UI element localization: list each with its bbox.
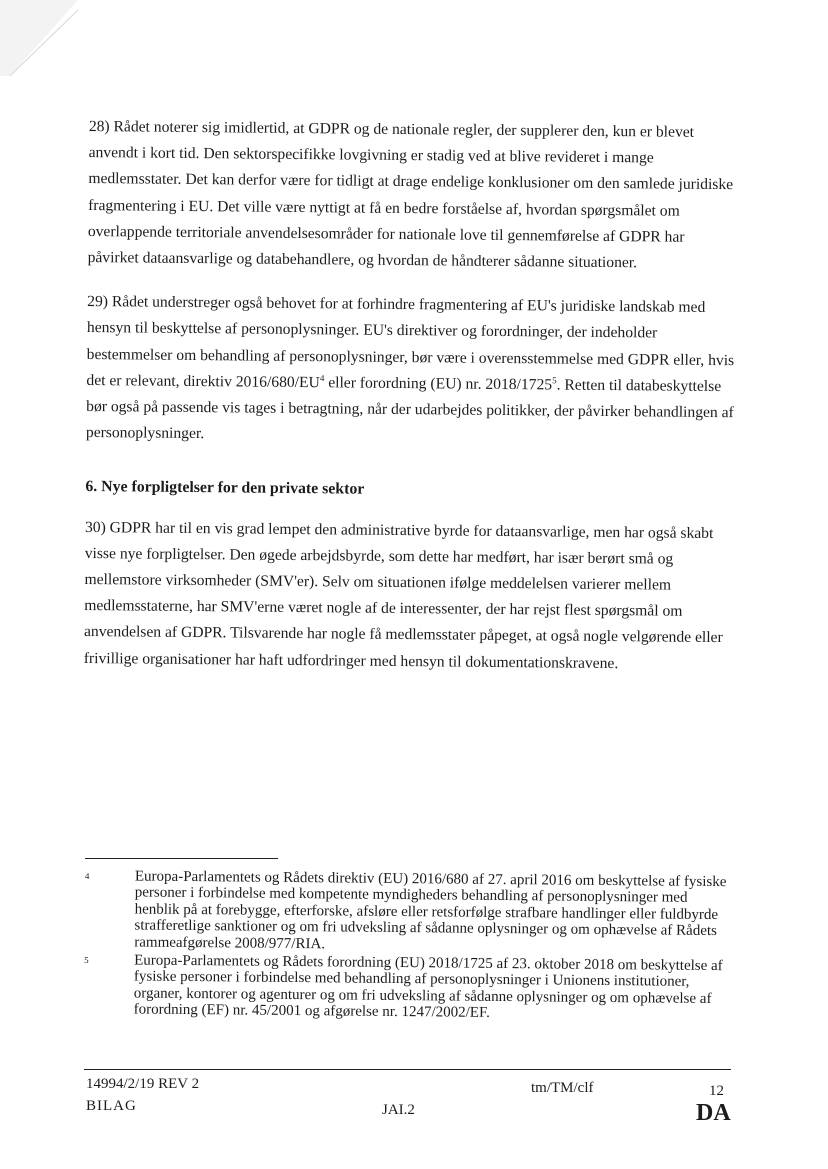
directorate-code: JAI.2 (382, 1102, 415, 1118)
footnote-text: Europa-Parlamentets og Rådets forordning (EU) 2018/1725 af 23. oktober 2018 om beskyttelse af fysiske personer i forbindelse med behandling af personoplysninger i Unionens institutioner, organer, kontorer og agenturer og om fri udveksling af sådanne oplysninger og om ophævelse af forordning (EF) nr. 45/2001 og afgørelse nr. 1247/2002/EF. (133, 952, 723, 1022)
paragraph-28: 28) Rådet noterer sig imidlertid, at GDPR og de nationale regler, der supplerer den, kun er blevet anvendt i kort tid. Den sektorspecifikke lovgivning er stadig ved at blive revideret i mange medlemsstater. Det kan derfor være for tidligt at drage endelige konklusioner om den samlede juridiske fragmentering i EU. Det ville være nyttigt at få en bedre forståelse af, hvordan spørgsmålet om overlappende territoriale anvendelsesområder for nationale love til gennemførelse af GDPR har påvirket dataansvarlige og databehandlere, og hvordan de håndterer sådanne situationer. (87, 117, 734, 272)
section-heading-6: 6. Nye forpligtelser for den private sektor (85, 478, 365, 499)
paragraph-29-text-a: 29) Rådet understreger også behovet for at forhindre fragmentering af EU's juridiske landskab med hensyn til beskyttelse af personoplysninger. EU's direktiver og forordninger, der indeholder bestemmelser om behandling af personoplysninger, bør være i overensstemmelse med GDPR eller, hvis det er relevant, direktiv 2016/680/EU (86, 293, 735, 392)
footnote-5 (84, 952, 735, 1024)
paragraph-29 (86, 289, 737, 452)
footnote-number: 5 (84, 955, 89, 966)
paragraph-29-text-c: . Retten til databeskyttelse bør også på passende vis tages i betragtning, når der udarbejdes politikker, der påvirker behandlingen af personoplysninger. (85, 376, 734, 443)
footnote-separator (85, 858, 278, 859)
paragraph-29-text-b: eller forordning (EU) nr. 2018/1725 (324, 374, 553, 394)
footnotes (84, 868, 735, 1026)
footnote-ref-5: 5 (552, 375, 557, 386)
footnote-number: 4 (84, 870, 90, 882)
footnote-text: Europa-Parlamentets og Rådets direktiv (EU) 2016/680 af 27. april 2016 om beskyttelse af fysiske personer i forbindelse med kompetente myndigheders behandling af personoplysninger med henblik på at forebygge, efterforske, afsløre eller retsforfølge strafbare handlinger eller fuldbyrde strafferetlige sanktioner og om fri udveksling af sådanne oplysninger og om ophævelse af Rådets rammeafgørelse 2008/977/RIA. (134, 868, 727, 952)
document-body (83, 114, 738, 696)
page-fold-corner (0, 0, 80, 80)
language-code: DA (696, 1100, 731, 1126)
page-number: 12 (709, 1083, 724, 1099)
footnote-4 (84, 868, 735, 956)
annex-label: BILAG (86, 1098, 137, 1114)
document-number: 14994/2/19 REV 2 (86, 1076, 200, 1092)
author-initials: tm/TM/clf (531, 1080, 594, 1096)
paragraph-30: 30) GDPR har til en vis grad lempet den administrative byrde for dataansvarlige, men har også skabt visse nye forpligtelser. Den øgede arbejdsbyrde, som dette har medført, har især berørt små og mellemstore virksomheder (SMV'er). Selv om situationen ifølge meddelelsen varierer mellem medlemsstaterne, har SMV'erne været nogle af de interessenter, der har rejst flest spørgsmål om anvendelsen af GDPR. Tilsvarende har nogle få medlemsstater påpeget, at også nogle velgørende eller frivillige organisationer har haft udfordringer med hensyn til dokumentationskravene. (83, 518, 723, 672)
footer-separator (84, 1069, 731, 1070)
footnote-ref-4: 4 (319, 372, 325, 383)
